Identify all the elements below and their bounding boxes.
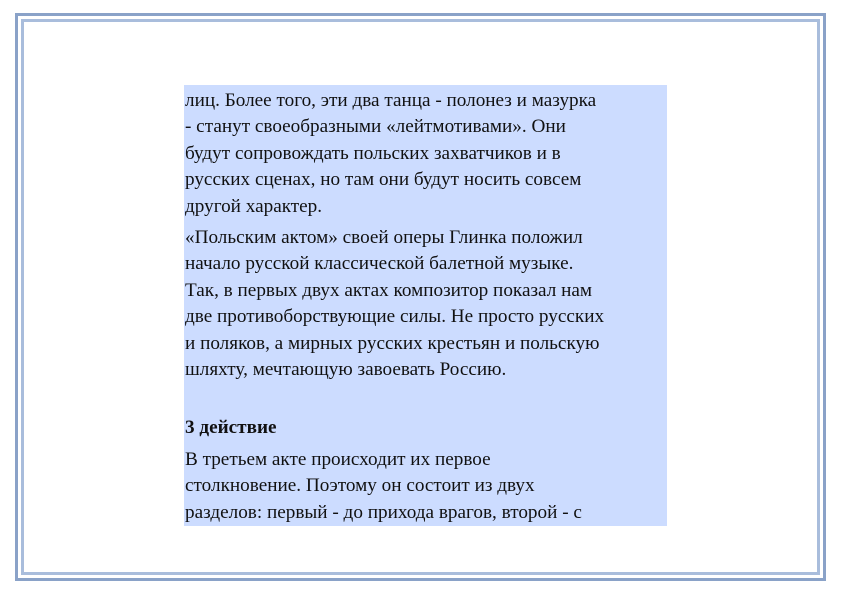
section-heading-act-3: 3 действие [185, 417, 277, 439]
paragraph-third-act: В третьем акте происходит их первое столкновение. Поэтому он состоит из двух разделов: первый - до прихода врагов, второй - с [185, 448, 582, 523]
text-block [184, 85, 667, 526]
paragraph-polonaise-mazurka: лиц. Более того, эти два танца - полонез и мазурка - станут своеобразными «лейтмотивами». Они будут сопровождать польских захватчиков и в русских сценах, но там они будут носить совсем другой характер. [185, 90, 597, 217]
paragraph-polish-act: «Польским актом» своей оперы Глинка положил начало русской классической балетной музыке. Так, в первых двух актах композитор показал нам две противоборствующие силы. Не просто русских и поляков, а мирных русских крестьян и польскую шляхту, мечтающую завоевать Россию. [185, 227, 605, 381]
blank-line [185, 383, 667, 409]
